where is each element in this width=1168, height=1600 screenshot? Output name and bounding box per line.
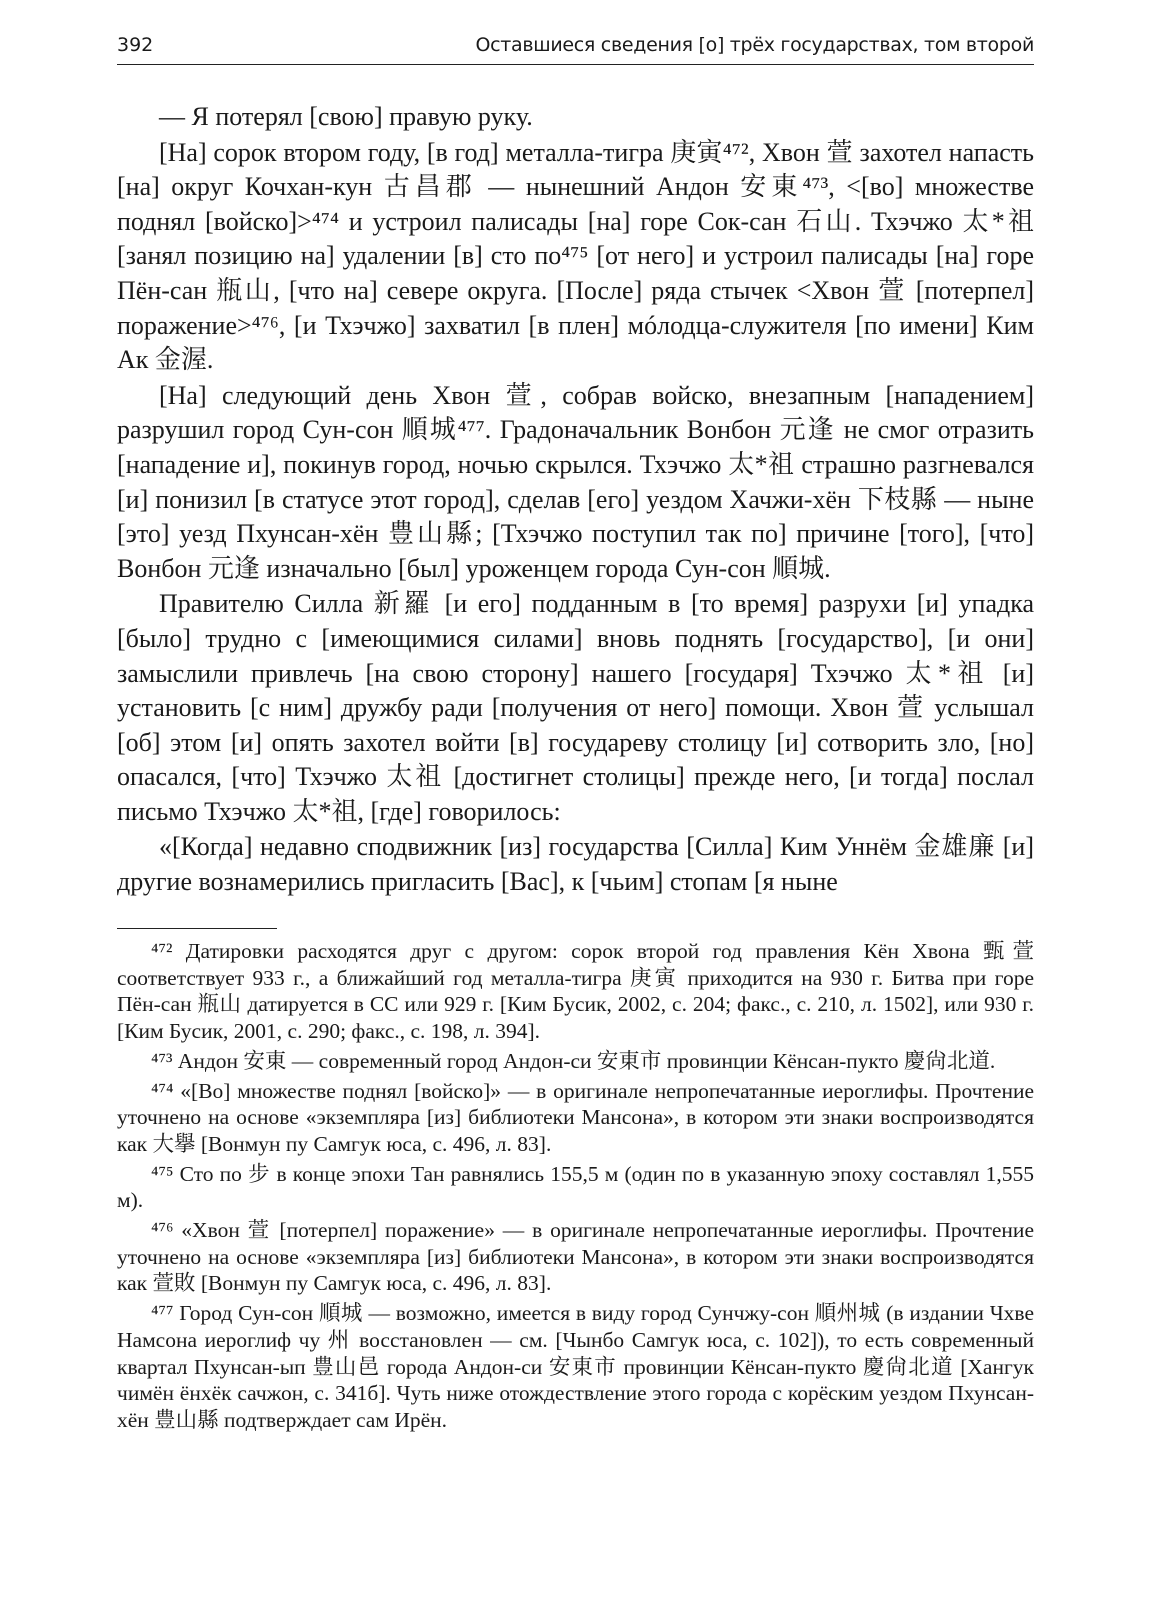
paragraph: [На] сорок втором году, [в год] металла-тигра 庚寅⁴⁷², Хвон 萱 захотел напасть [на] округ Кочхан-кун 古昌郡 — нынешний Андон 安東⁴⁷³, <[во] множестве поднял [войско]>⁴⁷⁴ и устроил палисады [на] горе Сок-сан 石山. Тхэчжо 太*祖 [занял позицию на] удалении [в] сто по⁴⁷⁵ [от него] и устроил палисады [на] горе Пён-сан 瓶山, [что на] севере округа. [После] ряда стычек <Хвон 萱 [потерпел] поражение>⁴⁷⁶, [и Тхэчжо] захватил [в плен] мóлодца-служителя [по имени] Ким Ак 金渥.	[117, 137, 1034, 375]
paragraph: Правителю Силла 新羅 [и его] подданным в [то время] разрухи [и] упадка [было] трудно с [имеющимися силами] вновь поднять [государство], [и они] замыслили привлечь [на свою сторону] нашего [государя] Тхэчжо 太*祖 [и] установить [с ним] дружбу ради [получения от него] помощи. Хвон 萱 услышал [об] этом [и] опять захотел войти [в] государеву столицу [и] сотворить зло, [но] опасался, [что] Тхэчжо 太祖 [достигнет столицы] прежде него, [и тогда] послал письмо Тхэчжо 太*祖, [где] говорилось:	[117, 589, 1034, 826]
footnote-475: ⁴⁷⁵ Сто по 步 в конце эпохи Тан равнялись 155,5 м (один по в указанную эпоху составлял 1,555 м).	[117, 1161, 1034, 1213]
paragraph: «[Когда] недавно сподвижник [из] государства [Силла] Ким Уннём 金雄廉 [и] другие вознамерились пригласить [Вас], к [чьим] стопам [я ныне	[117, 832, 1034, 897]
footnote-472: ⁴⁷² Датировки расходятся друг с другом: сорок второй год правления Кён Хвона 甄萱 соответствует 933 г., а ближайший год металла-тигра 庚寅 приходится на 930 г. Битва при горе Пён-сан 瓶山 датируется в СС или 929 г. [Ким Бусик, 2002, с. 204; факс., с. 210, л. 1502], или 930 г. [Ким Бусик, 2001, с. 290; факс., с. 198, л. 394].	[117, 939, 1034, 1044]
paragraph: [На] следующий день Хвон 萱, собрав войско, внезапным [нападением] разрушил город Сун-сон 順城⁴⁷⁷. Градоначальник Вонбон 元逢 не смог отразить [нападение и], покинув город, ночью скрылся. Тхэчжо 太*祖 страшно разгневался [и] понизил [в статусе этот город], сделав [его] уездом Хачжи-хён 下枝縣 — ныне [это] уезд Пхунсан-хён 豊山縣; [Тхэчжо поступил так по] причине [того], [что] Вонбон 元逢 изначально [был] уроженцем города Сун-сон 順城.	[117, 380, 1034, 583]
footnote-476: ⁴⁷⁶ «Хвон 萱 [потерпел] поражение» — в оригинале непропечатанные иероглифы. Прочтение уточнено на основе «экземпляра [из] библиотеки Мансона», в котором эти знаки воспроизводятся как 萱敗 [Вонмун пу Самгук юса, с. 496, л. 83].	[117, 1218, 1034, 1296]
running-header	[117, 30, 1034, 65]
footnote-473: ⁴⁷³ Андон 安東 — современный город Андон-си 安東市 провинции Кёнсан-пукто 慶尙北道.	[151, 1048, 996, 1073]
footnotes	[117, 938, 1034, 1437]
main-text	[117, 100, 1034, 900]
page-number: 392	[117, 34, 154, 56]
footnote-477: ⁴⁷⁷ Город Сун-сон 順城 — возможно, имеется в виду город Сунчжу-сон 順州城 (в издании Чхве Намсона иероглиф чу 州 восстановлен — см. [Чынбо Самгук юса, с. 102]), то есть современный квартал Пхунсан-ып 豊山邑 города Андон-си 安東市 провинции Кёнсан-пукто 慶尙北道 [Хангук чимён ёнхёк сачжон, с. 341б]. Чуть ниже отождествление этого города с корёским уездом Пхунсан-хён 豊山縣 подтверждает сам Ирён.	[117, 1301, 1034, 1432]
running-title: Оставшиеся сведения [о] трёх государствах, том второй	[475, 34, 1034, 56]
paragraph: — Я потерял [свою] правую руку.	[159, 102, 533, 131]
footnote-separator	[117, 928, 277, 929]
footnote-474: ⁴⁷⁴ «[Во] множестве поднял [войско]» — в оригинале непропечатанные иероглифы. Прочтение уточнено на основе «экземпляра [из] библиотеки Мансона», в котором эти знаки воспроизводятся как 大擧 [Вонмун пу Самгук юса, с. 496, л. 83].	[117, 1078, 1034, 1156]
